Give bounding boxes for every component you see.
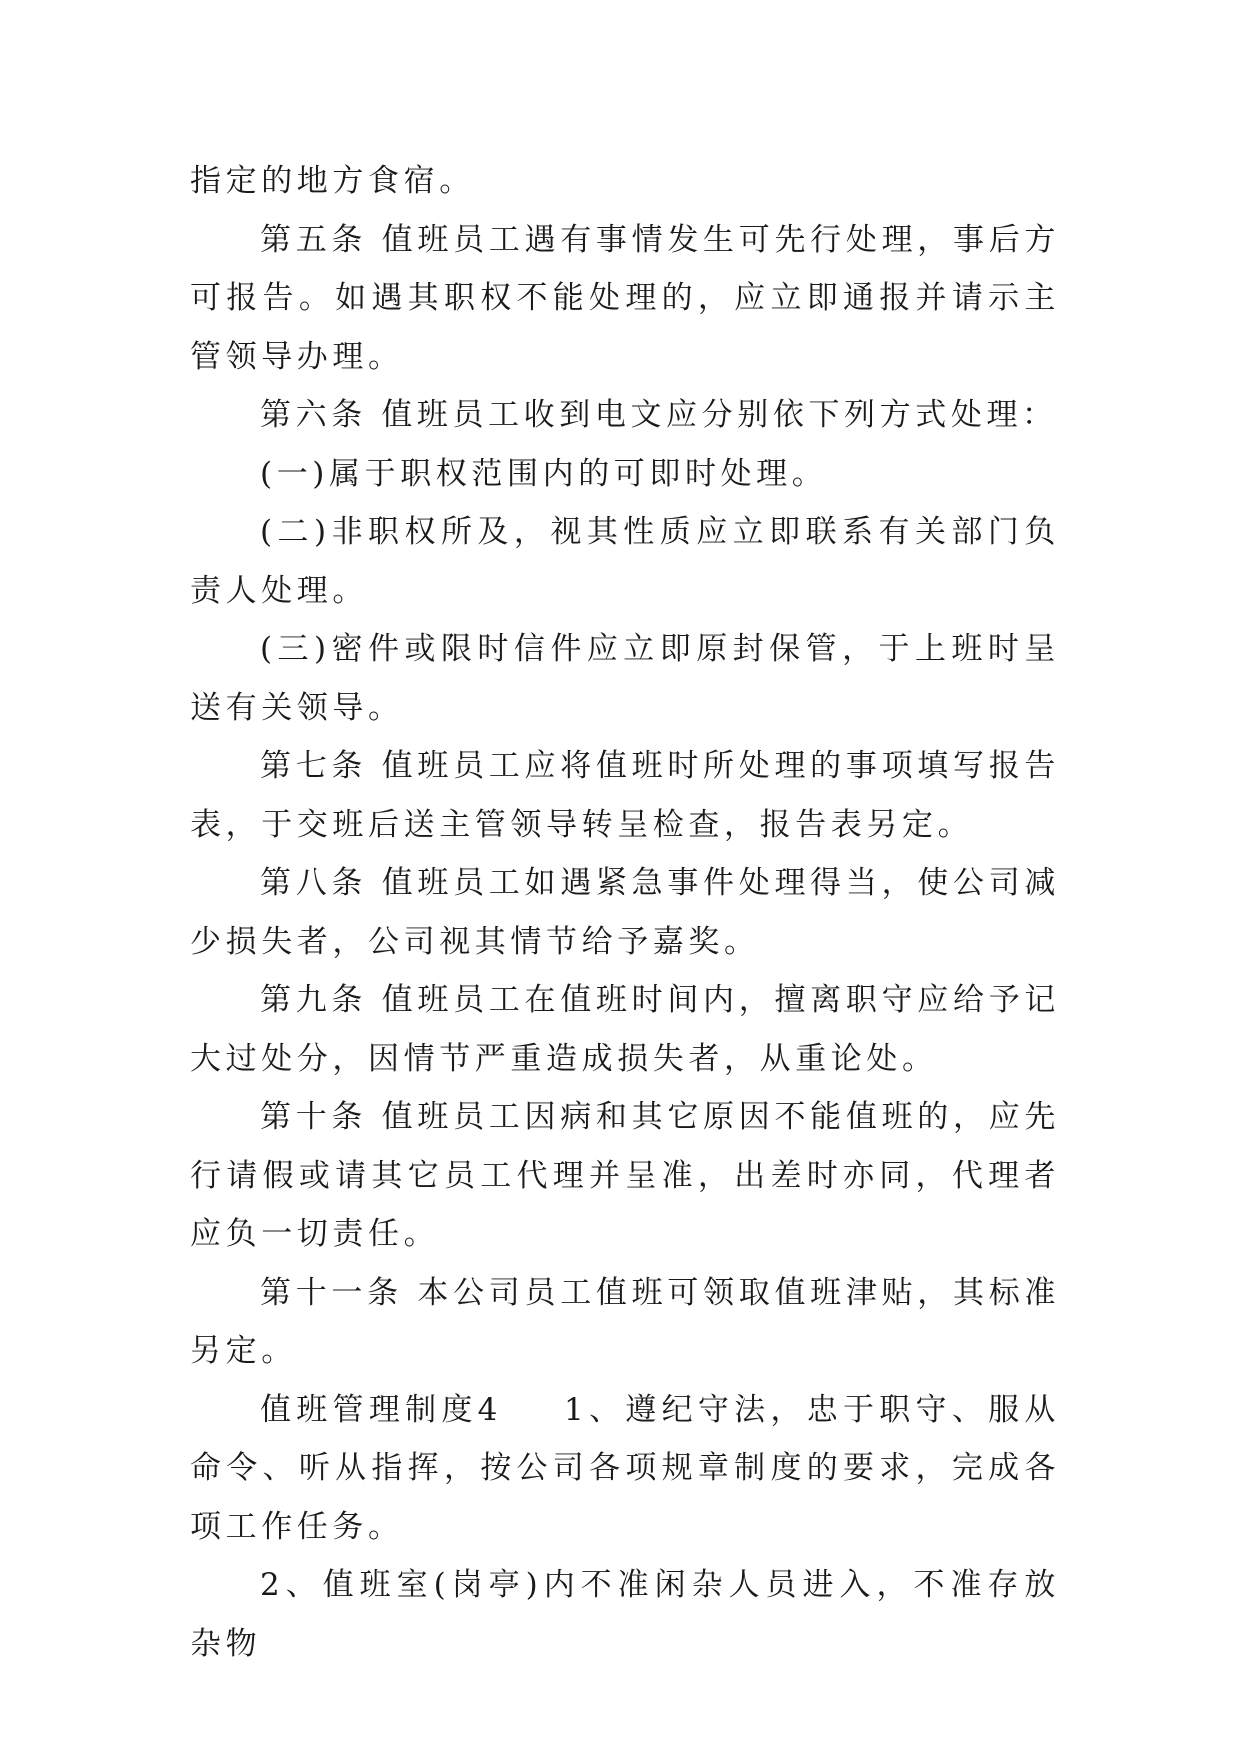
paragraph-continuation: 指定的地方食宿。 [190, 163, 475, 199]
paragraph-section-4 [190, 1381, 1060, 1557]
paragraph-item-1: (一)属于职权范围内的可即时处理。 [260, 455, 828, 492]
paragraph-article-5: 第五条 值班员工遇有事情发生可先行处理，事后方可报告。如遇其职权不能处理的，应立即通报并请示主管领导办理。 [190, 221, 1060, 375]
section-item-1: 1、遵纪守法，忠于职守、服从命令、听从指挥，按公司各项规章制度的要求，完成各项工作任务。 [190, 1391, 1060, 1545]
document-body [190, 152, 1060, 1673]
paragraph-article-7: 第七条 值班员工应将值班时所处理的事项填写报告表，于交班后送主管领导转呈检查，报告表另定。 [190, 748, 1060, 843]
paragraph-section-item-2: 2、值班室(岗亭)内不准闲杂人员进入，不准存放杂物 [190, 1567, 1060, 1662]
section-heading: 值班管理制度4 [260, 1391, 503, 1428]
paragraph-article-9: 第九条 值班员工在值班时间内，擅离职守应给予记大过处分，因情节严重造成损失者，从重论处。 [190, 982, 1060, 1077]
paragraph-article-8: 第八条 值班员工如遇紧急事件处理得当，使公司减少损失者，公司视其情节给予嘉奖。 [190, 865, 1060, 960]
paragraph-item-2: (二)非职权所及，视其性质应立即联系有关部门负责人处理。 [190, 514, 1060, 609]
paragraph-item-3: (三)密件或限时信件应立即原封保管，于上班时呈送有关领导。 [190, 631, 1060, 726]
paragraph-article-6: 第六条 值班员工收到电文应分别依下列方式处理： [260, 397, 1058, 433]
paragraph-article-11: 第十一条 本公司员工值班可领取值班津贴，其标准另定。 [190, 1274, 1060, 1369]
paragraph-article-10: 第十条 值班员工因病和其它原因不能值班的，应先行请假或请其它员工代理并呈准，出差时亦同，代理者应负一切责任。 [190, 1099, 1060, 1252]
